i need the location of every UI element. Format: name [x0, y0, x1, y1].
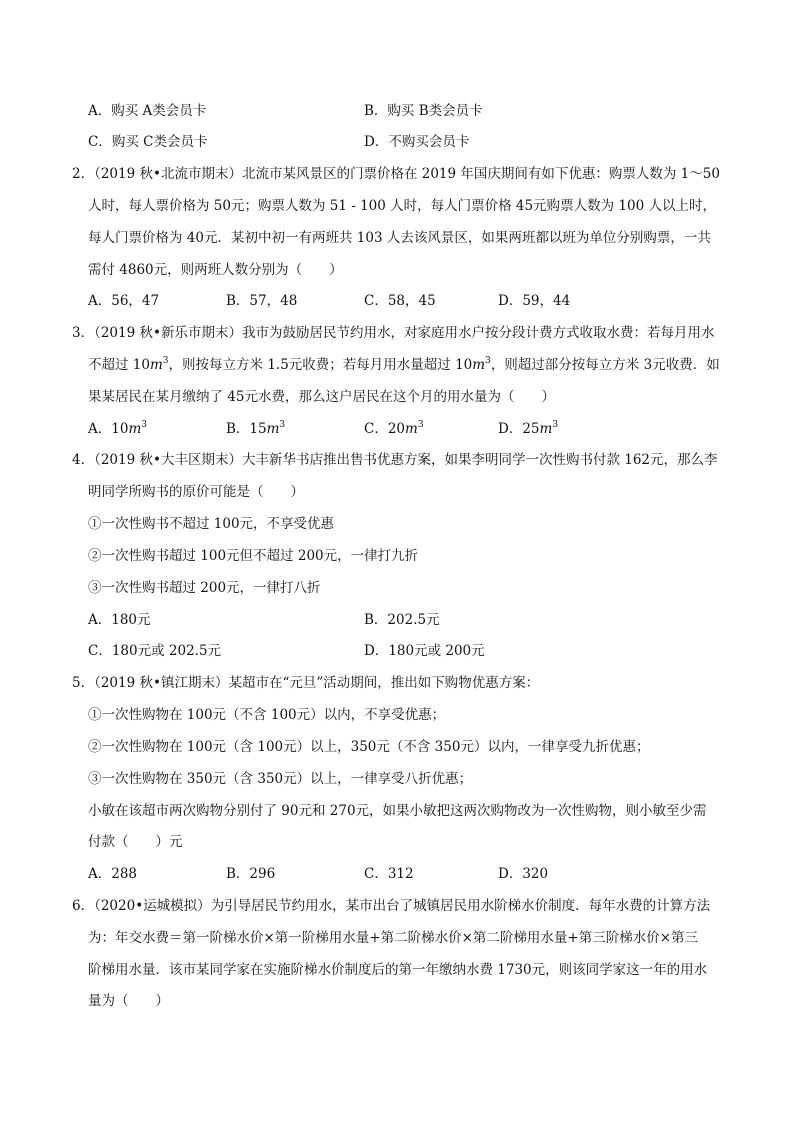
q2-option-a: A．56，47: [88, 293, 160, 309]
q5-condition-2: ②一次性购物在 100元（含 100元）以上，350元（不含 350元）以内，一律享受九折优惠；: [88, 739, 650, 755]
q6-stem-line-4: 量为（ ）: [88, 993, 169, 1009]
q3-stem-line-1: 3．（2019 秋•新乐市期末）我市为鼓励居民节约用水，对家庭用水户按分段计费方式收取水费：若每月用水: [72, 325, 715, 341]
q1-option-d: D．不购买会员卡: [364, 134, 470, 150]
q5-stem-line-1: 5．（2019 秋•镇江期末）某超市在“元旦”活动期间，推出如下购物优惠方案：: [72, 675, 540, 691]
q3-unit-m: m: [149, 357, 163, 373]
q3-exp-3: 3: [417, 419, 424, 430]
q3-stem-line-2: [88, 355, 720, 375]
q3-stem-line-3: 果某居民在某月缴纳了 45元水费，那么这户居民在这个月的用水量为（ ）: [88, 389, 555, 405]
q5-option-b: B．296: [226, 866, 276, 882]
q3-option-a: [88, 419, 147, 439]
q5-stem-line-6: 付款（ ）元: [88, 834, 183, 850]
q5-option-c: C．312: [364, 866, 414, 882]
q3-option-c: [364, 419, 424, 439]
q3-unit-m: m: [266, 421, 280, 437]
q3-option-c-text: C．20: [364, 421, 406, 437]
q2-stem-line-2: 人时，每人票价格为 50元；购票人数为 51 - 100 人时，每人门票价格 45元购票人数为 100 人以上时，: [88, 198, 716, 214]
q4-condition-2: ②一次性购书超过 100元但不超过 200元，一律打九折: [88, 548, 419, 564]
q5-option-a: A．288: [88, 866, 138, 882]
q2-option-c: C．58，45: [364, 293, 436, 309]
q5-condition-3: ③一次性购物在 350元（含 350元）以上，一律享受八折优惠；: [88, 771, 473, 787]
q4-stem-line-2: 明同学所购书的原价可能是（ ）: [88, 484, 304, 500]
q3-exp-3: 3: [162, 355, 169, 366]
q3-exp-3: 3: [552, 419, 559, 430]
q3-unit-m: m: [472, 357, 486, 373]
q3-option-b: [226, 419, 285, 439]
q4-option-d: D．180元或 200元: [364, 643, 485, 659]
q3-exp-3: 3: [485, 355, 491, 366]
q1-option-c: C．购买 C类会员卡: [88, 134, 208, 150]
q3-line2-part3: ，则超过部分按每立方米 3元收费．如: [490, 357, 720, 373]
q4-condition-1: ①一次性购书不超过 100元，不享受优惠: [88, 516, 335, 532]
q3-exp-3: 3: [279, 419, 286, 430]
q4-option-c: C．180元或 202.5元: [88, 643, 222, 659]
q5-stem-line-5: 小敏在该超市两次购物分别付了 90元和 270元，如果小敏把这两次购物改为一次性购物，则小敏至少需: [88, 803, 707, 819]
q2-option-d: D．59，44: [498, 293, 571, 309]
q5-condition-1: ①一次性购物在 100元（不含 100元）以内，不享受优惠；: [88, 707, 446, 723]
q3-unit-m: m: [539, 421, 553, 437]
q2-stem-line-1: 2．（2019 秋•北流市期末）北流市某风景区的门票价格在 2019 年国庆期间有如下优惠：购票人数为 1～50: [72, 166, 720, 182]
q6-stem-line-2: 为：年交水费＝第一阶梯水价×第一阶梯用水量+第二阶梯水价×第二阶梯用水量+第三阶梯水价×第三: [88, 930, 699, 946]
q2-option-b: B．57，48: [226, 293, 298, 309]
q3-unit-m: m: [405, 421, 418, 437]
q3-unit-m: m: [128, 421, 142, 437]
q1-option-a: A．购买 A类会员卡: [88, 103, 207, 119]
q3-exp-3: 3: [141, 419, 147, 430]
q3-line2-part1: 不超过 10: [88, 357, 150, 373]
q3-option-b-text: B．15: [226, 421, 267, 437]
q2-stem-line-3: 每人门票价格为 40元．某初中初一有两班共 103 人去该风景区，如果两班都以班为单位分别购票，一共: [88, 230, 711, 246]
q3-option-a-text: A．10: [88, 421, 129, 437]
q4-option-b: B．202.5元: [364, 612, 440, 628]
q3-option-d: [498, 419, 558, 439]
q3-line2-part2: ，则按每立方米 1.5元收费；若每月用水量超过 10: [168, 357, 473, 373]
q4-condition-3: ③一次性购书超过 200元，一律打八折: [88, 580, 321, 596]
q3-option-d-text: D．25: [498, 421, 540, 437]
q5-option-d: D．320: [498, 866, 549, 882]
q2-stem-line-4: 需付 4860元，则两班人数分别为（ ）: [88, 262, 343, 278]
q4-option-a: A．180元: [88, 612, 151, 628]
q6-stem-line-3: 阶梯用水量．该市某同学家在实施阶梯水价制度后的第一年缴纳水费 1730元，则该同学家这一年的用水: [88, 962, 708, 978]
q6-stem-line-1: 6．（2020•运城模拟）为引导居民节约用水，某市出台了城镇居民用水阶梯水价制度．每年水费的计算方法: [72, 898, 711, 914]
q1-option-b: B．购买 B类会员卡: [364, 103, 483, 119]
q4-stem-line-1: 4．（2019 秋•大丰区期末）大丰新华书店推出售书优惠方案，如果李明同学一次性购书付款 162元，那么李: [72, 452, 718, 468]
